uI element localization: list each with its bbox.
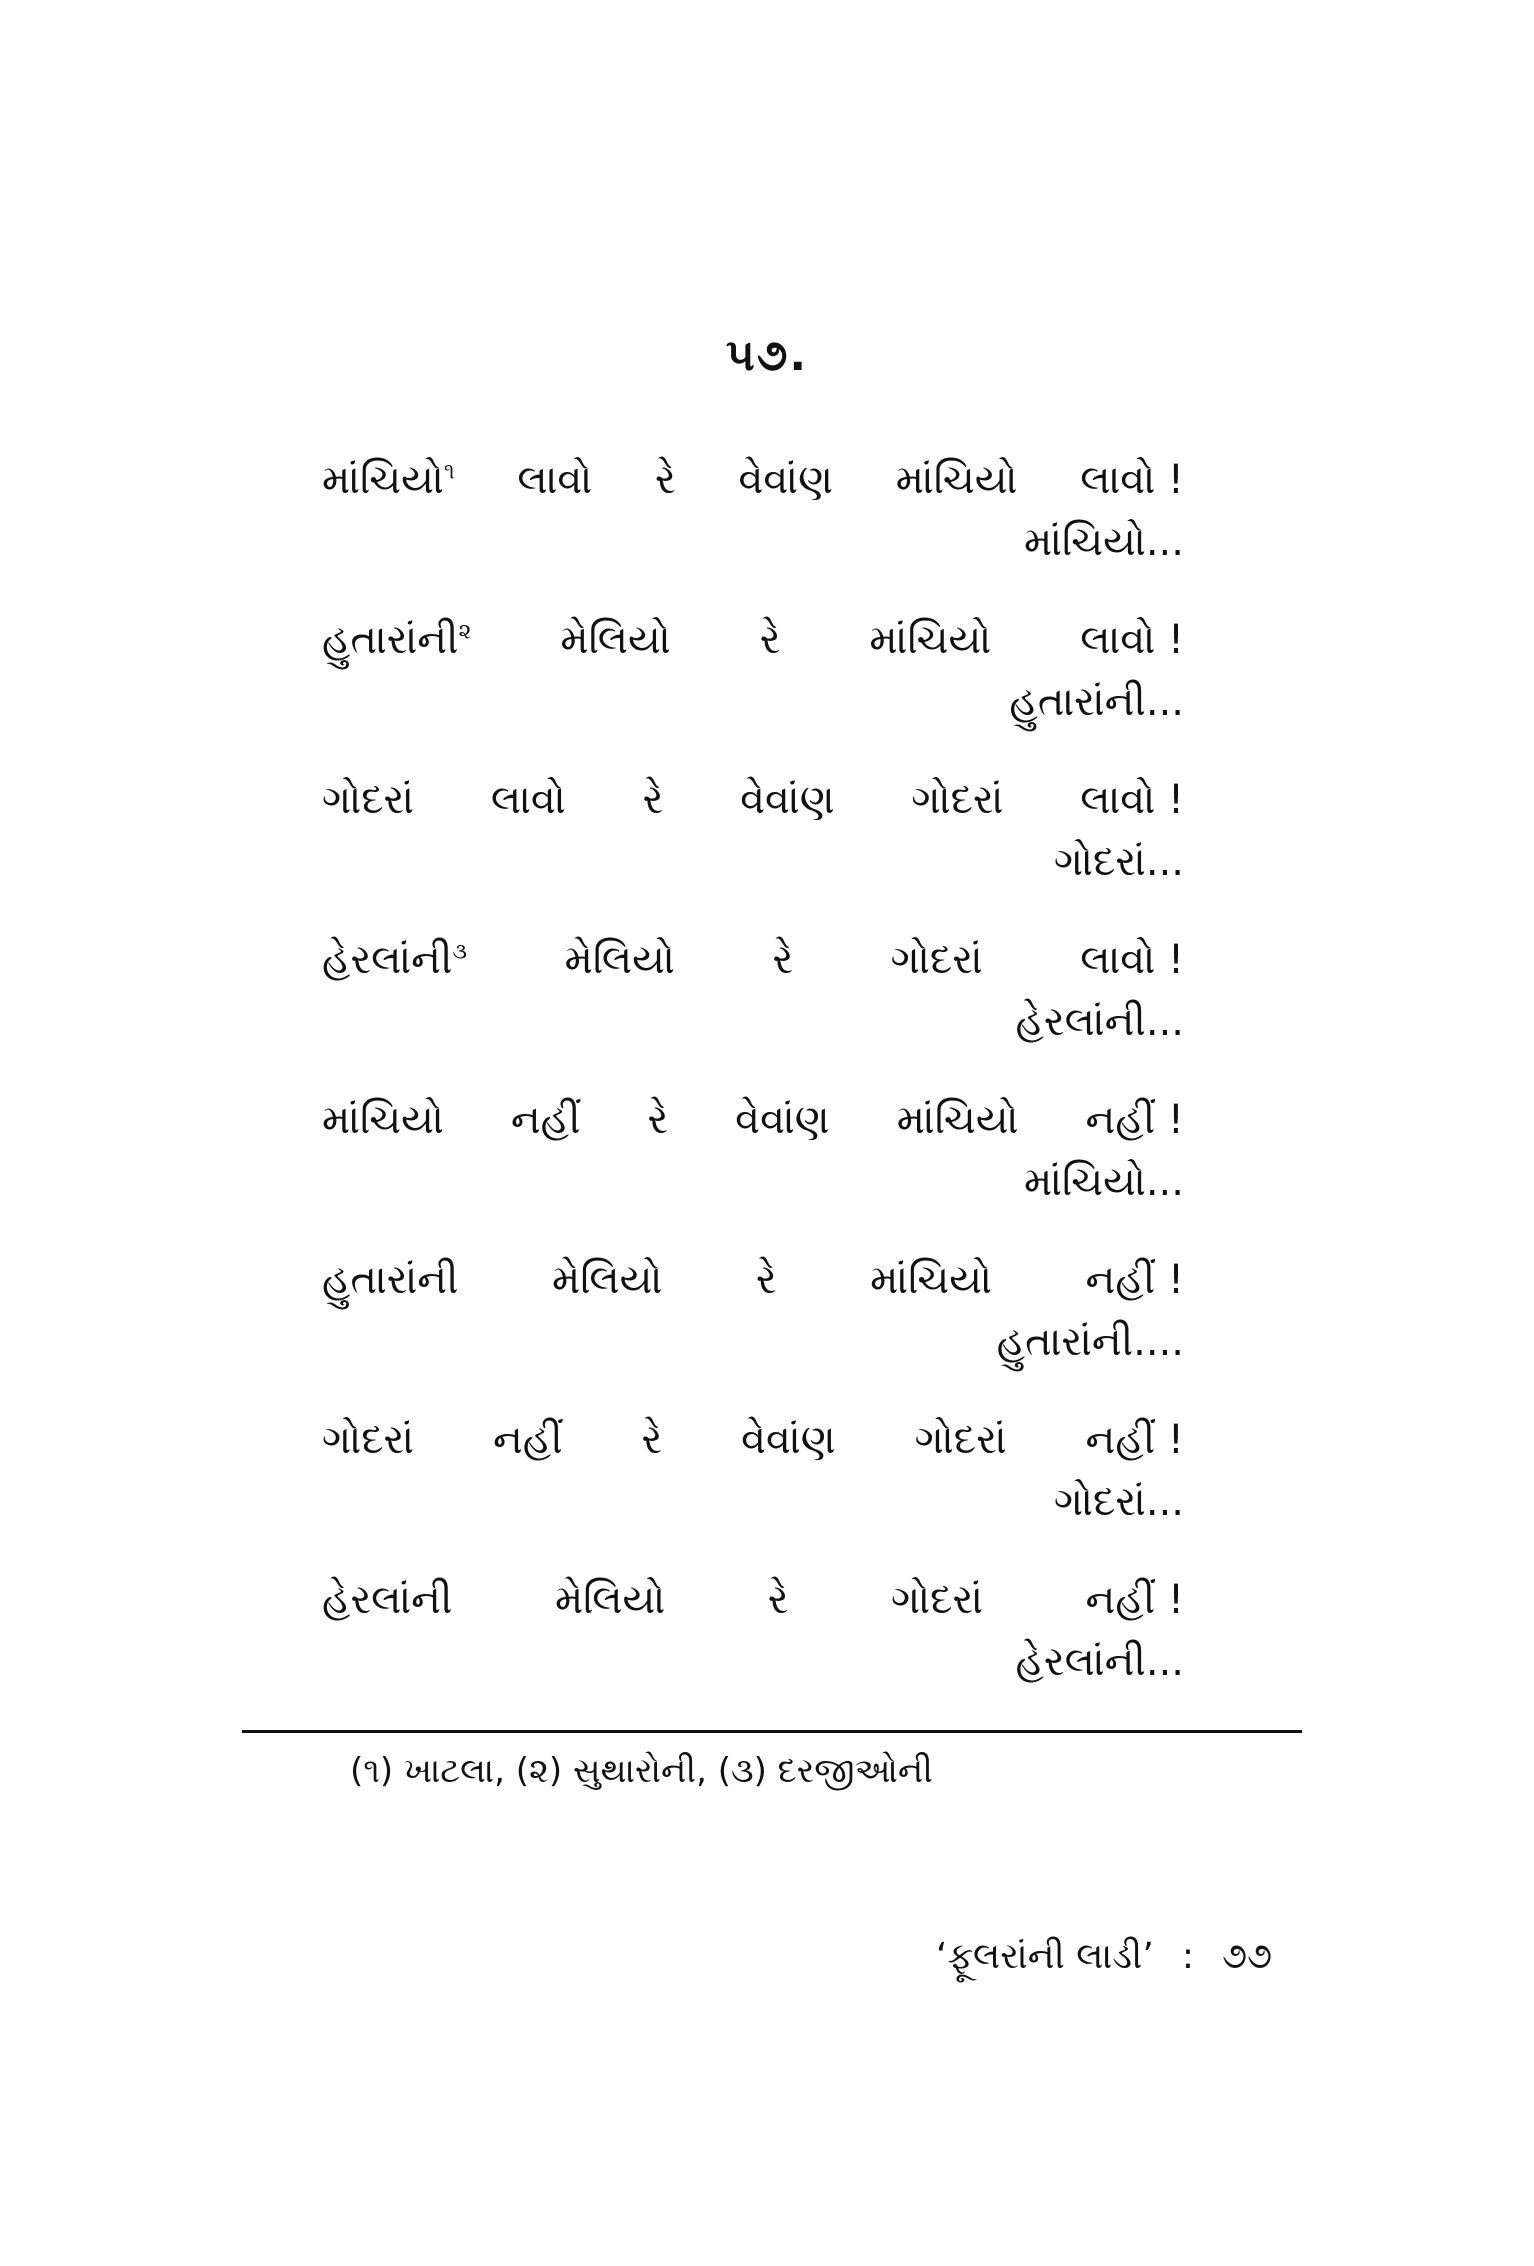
verse-word: લાવો bbox=[517, 457, 593, 503]
verse bbox=[322, 612, 1184, 730]
verse-refrain: હુતારાંની... bbox=[1009, 679, 1184, 725]
verse-word: ગોદરાં bbox=[890, 1577, 984, 1623]
verse-word: વેવાંણ bbox=[735, 1097, 830, 1143]
verse-word: રે bbox=[755, 1257, 777, 1303]
verse-word: નહીં ! bbox=[1085, 1577, 1184, 1623]
verse bbox=[322, 932, 1184, 1050]
verse-word: રે bbox=[641, 1417, 663, 1463]
verse-word: માંચિયો bbox=[870, 1257, 992, 1303]
verse bbox=[322, 1252, 1184, 1370]
verse-word: રે bbox=[767, 1577, 789, 1623]
footnotes: (૧) ખાટલા, (૨) સુથારોની, (૩) દરજીઓની bbox=[350, 1751, 933, 1791]
verse-word: ગોદરાં bbox=[322, 1417, 415, 1463]
verse-word: હુતારાંની$^૨$ bbox=[322, 617, 472, 663]
verse-word: લાવો bbox=[490, 777, 566, 823]
verse-word: મેલિયો bbox=[552, 1257, 663, 1303]
verse-refrain: હેરલાંની... bbox=[1015, 999, 1184, 1045]
verse-word: રે bbox=[642, 777, 664, 823]
verse-word: નહીં ! bbox=[1085, 1097, 1184, 1143]
verse-word: રે bbox=[647, 1097, 669, 1143]
verse-refrain: હેરલાંની... bbox=[1015, 1639, 1184, 1685]
verse-word: લાવો ! bbox=[1080, 777, 1184, 823]
verse-word: રે bbox=[772, 937, 794, 983]
verse-word: માંચિયો bbox=[322, 1097, 444, 1143]
verse bbox=[322, 1412, 1184, 1530]
verse-word: હુતારાંની bbox=[322, 1257, 459, 1303]
verse-word: મેલિયો bbox=[560, 617, 671, 663]
verse bbox=[322, 772, 1184, 890]
footnote-marker: ૨ bbox=[458, 619, 472, 645]
verse-word: માંચિયો bbox=[895, 457, 1018, 503]
verse-refrain: ગોદરાં... bbox=[1053, 1479, 1184, 1525]
verse-word: ગોદરાં bbox=[890, 937, 983, 983]
verse-line bbox=[322, 452, 1184, 508]
verse-word: ગોદરાં bbox=[914, 1417, 1007, 1463]
verse bbox=[322, 452, 1184, 570]
footnote-marker: ૩ bbox=[452, 939, 468, 965]
verse-word: મેલિયો bbox=[554, 1577, 666, 1623]
verse-line bbox=[322, 932, 1184, 988]
verse-word: નહીં ! bbox=[1085, 1257, 1184, 1303]
verse-word: માંચિયો bbox=[896, 1097, 1019, 1143]
verse-refrain: ગોદરાં... bbox=[1053, 839, 1184, 885]
verse-word: મેલિયો bbox=[564, 937, 675, 983]
verse-line bbox=[322, 1092, 1184, 1148]
verse-word: વેવાંણ bbox=[738, 457, 833, 503]
verse-line bbox=[322, 1412, 1184, 1468]
verse-word: રે bbox=[759, 617, 781, 663]
verse-word: હેરલાંની$^૩$ bbox=[322, 937, 468, 983]
verse-line bbox=[322, 1572, 1184, 1628]
verse-line bbox=[322, 1252, 1184, 1308]
verse-word: લાવો ! bbox=[1080, 617, 1184, 663]
footnote-marker: ૧ bbox=[443, 459, 455, 485]
song-number: ૫૭. bbox=[725, 330, 809, 381]
verse-line bbox=[322, 612, 1184, 668]
verse-word: વેવાંણ bbox=[740, 777, 835, 823]
verse-refrain: માંચિયો... bbox=[1024, 519, 1184, 565]
verse bbox=[322, 1092, 1184, 1210]
verse-word: નહીં ! bbox=[1085, 1417, 1184, 1463]
verse-word: માંચિયો bbox=[869, 617, 992, 663]
verse-refrain: હુતારાંની.... bbox=[996, 1319, 1184, 1365]
verse-word: નહીં bbox=[510, 1097, 581, 1143]
verse-word: માંચિયો$^૧$ bbox=[322, 457, 455, 503]
footer-separator: : bbox=[1181, 1936, 1194, 1977]
verse-word: રે bbox=[655, 457, 676, 503]
verse-word: વેવાંણ bbox=[741, 1417, 836, 1463]
verse-word: લાવો ! bbox=[1080, 937, 1184, 983]
footnote-divider bbox=[242, 1730, 1302, 1733]
page-footer bbox=[936, 1932, 1272, 1982]
verse-word: નહીં bbox=[492, 1417, 563, 1463]
verse-word: ગોદરાં bbox=[322, 777, 415, 823]
verse bbox=[322, 1572, 1184, 1690]
verse-refrain: માંચિયો... bbox=[1024, 1159, 1184, 1205]
verse-word: હેરલાંની bbox=[322, 1577, 453, 1623]
page-number: ૭૭ bbox=[1221, 1936, 1272, 1977]
verse-line bbox=[322, 772, 1184, 828]
verse-word: લાવો ! bbox=[1080, 457, 1184, 503]
verse-word: ગોદરાં bbox=[911, 777, 1004, 823]
book-title: ‘ફૂલરાંની લાડી’ bbox=[935, 1936, 1154, 1977]
